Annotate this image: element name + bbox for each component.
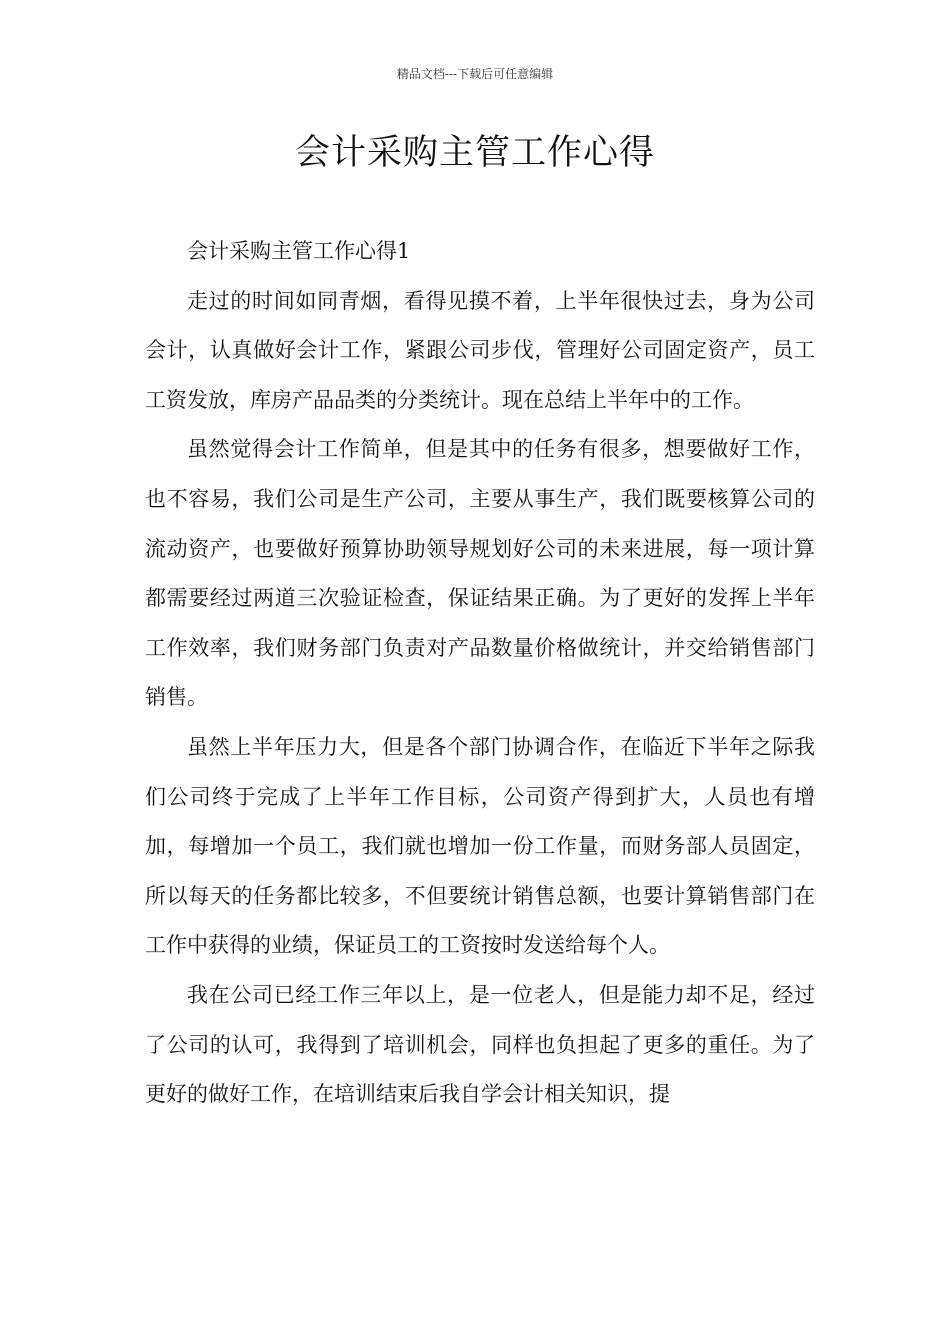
document-title: 会计采购主管工作心得: [294, 133, 655, 173]
paragraph-4: 我在公司已经工作三年以上，是一位老人，但是能力却不足，经过了公司的认可，我得到了培训机会，同样也负担起了更多的重任。为了更好的做好工作，在培训结束后我自学会计相关知识，提: [145, 982, 815, 1107]
paragraph-1: 走过的时间如同青烟，看得见摸不着，上半年很快过去，身为公司会计，认真做好会计工作，紧跟公司步伐，管理好公司固定资产，员工工资发放，库房产品品类的分类统计。现在总结上半年中的工作。: [145, 288, 815, 412]
header-note: 精品文档---下载后可任意编辑: [396, 67, 554, 81]
document-body: [145, 227, 815, 1120]
section-heading: 会计采购主管工作心得1: [187, 239, 411, 263]
paragraph-3: 虽然上半年压力大，但是各个部门协调合作，在临近下半年之际我们公司终于完成了上半年工作目标，公司资产得到扩大，人员也有增加，每增加一个员工，我们就也增加一份工作量，而财务部人员固定，所以每天的任务都比较多，不但要统计销售总额，也要计算销售部门在工作中获得的业绩，保证员工的工资按时发送给每个人。: [145, 734, 815, 958]
paragraph-2: 虽然觉得会计工作简单，但是其中的任务有很多，想要做好工作，也不容易，我们公司是生产公司，主要从事生产，我们既要核算公司的流动资产，也要做好预算协助领导规划好公司的未来进展，每一项计算都需要经过两道三次验证检查，保证结果正确。为了更好的发挥上半年工作效率，我们财务部门负责对产品数量价格做统计，并交给销售部门销售。: [145, 437, 815, 710]
